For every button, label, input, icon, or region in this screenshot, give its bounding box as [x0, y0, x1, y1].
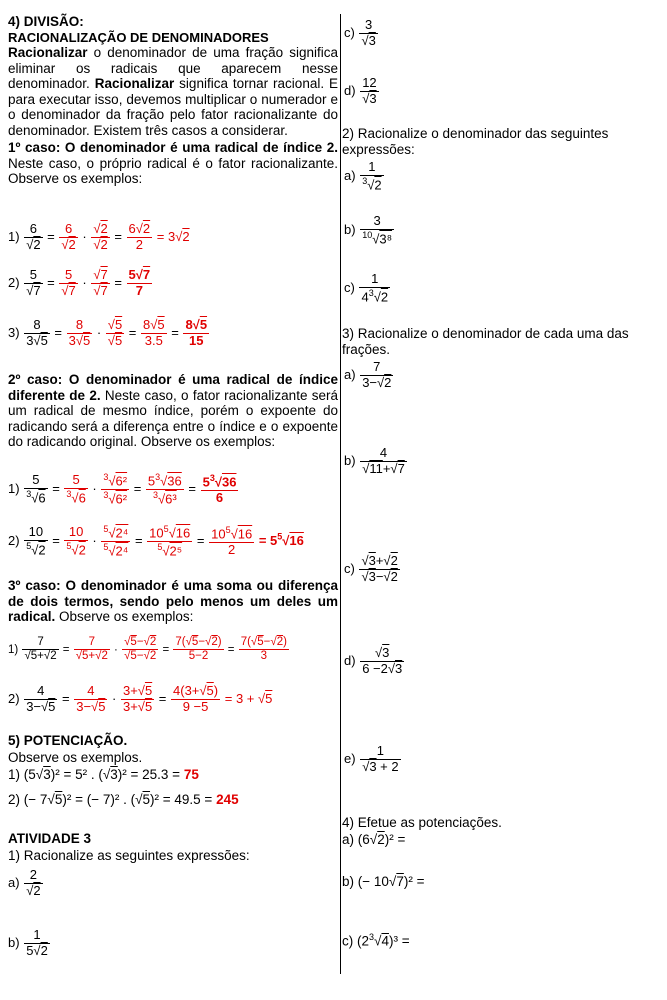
case1-example-2: 2) $\frac{5}{√7}$ = $\frac{5}{√7}$ · $\frac{√7}{√7}$ = $\frac{5√7}{7}$ — [8, 267, 151, 298]
q3c: c) $\frac{√3+√2}{√3-√2}$ — [344, 553, 398, 584]
q3a: a) $\frac{7}{3-√2}$ — [344, 359, 392, 390]
q3d: d) $\frac{√3}{6 -2√3}$ — [344, 645, 403, 676]
case2-example-2: 2) $\frac{10}{^5√2}$ = $\frac{10}{^5√2}$ · $\frac{^5√2^4}{^5√2^4}$ = $\frac{10^5√16}{^5√2^5}$ = $\frac{10^5√16}{2}$ = $5^5√16$ — [8, 524, 304, 559]
q2c: c) $\frac{1}{4^3√2}$ — [344, 271, 389, 305]
q4c: c) $(2^3√4)^3$ = — [342, 932, 410, 949]
q1c: c) $\frac{3}{√3}$ — [344, 17, 376, 48]
q2b: b) $\frac{3}{^{10}√3^8}$ — [344, 213, 393, 247]
case1-example-1: 1) $\frac{6}{√2}$ = $\frac{6}{√2}$ · $\frac{√2}{√2}$ = $\frac{6√2}{2}$ = 3√2 — [8, 221, 190, 252]
case2-paragraph: 2º caso: O denominador é uma radical de índice diferente de 2. Neste caso, o fator racionalizante será um radical de mesmo índice, porém o expoente do radicando será a diferença entre o índice e o expoente do radicando original. Observe os exemplos: — [8, 372, 339, 449]
case3-example-2: 2) $\frac{4}{3-√5}$ = $\frac{4}{3-√5}$ · $\frac{3+√5}{3+√5}$ = $\frac{4(3+√5)}{9 -5}$ = 3 + √5 — [8, 683, 273, 714]
section5: 5) POTENCIAÇÃO. Observe os exemplos. 1) (5√3)² = 5² . (√3)² = 25.3 = 75 2) (− 7√5)² = (− 7)² . (√5)² = 49.5 = 245 — [8, 733, 239, 807]
activity-3: ATIVIDADE 3 1) Racionalize as seguintes expressões: — [8, 831, 250, 863]
q4b: b) (− 10√7)² = — [342, 874, 425, 889]
left-column — [8, 14, 338, 187]
section4-title: 4) DIVISÃO: — [8, 14, 84, 29]
q2-title: 2) Racionalize o denominador das seguintes expressões: — [342, 126, 609, 157]
potentiation-example-1: 1) (5√3)² = 5² . (√3)² = 25.3 = 75 — [8, 767, 199, 782]
column-divider — [340, 14, 341, 974]
q1d: d) $\frac{12}{√3}$ — [344, 75, 377, 106]
potentiation-example-2: 2) (− 7√5)² = (− 7)² . (√5)² = 49.5 = 245 — [8, 792, 239, 807]
q3e: e) $\frac{1}{√3 + 2}$ — [344, 743, 399, 774]
q4a: a) (6√2)² = — [342, 832, 406, 847]
activity-q1b: b) $\frac{1}{5√2}$ — [8, 927, 48, 958]
case1-example-3: 3) $\frac{8}{3√5}$ = $\frac{8}{3√5}$ · $\frac{√5}{√5}$ = $\frac{8√5}{3.5}$ = $\frac{8√5}{15}$ — [8, 317, 208, 348]
case3-paragraph: 3º caso: O denominador é uma soma ou diferença de dois termos, sendo pelo menos um deles um radical. Observe os exemplos: — [8, 578, 338, 624]
q3-title: 3) Racionalize o denominador de cada uma das frações. — [342, 326, 629, 357]
case2-example-1: 1) $\frac{5}{^3√6}$ = $\frac{5}{^3√6}$ · $\frac{^3√6^2}{^3√6^2}$ = $\frac{5^3√36}{^3√6^3}$ = $\frac{5^3√36}{6}$ — [8, 472, 237, 507]
case3-example-1: 1) $\frac{7}{√5+√2}$ = $\frac{7}{√5+√2}$ · $\frac{√5-√2}{√5-√2}$ = $\frac{7(√5-√2)}{5-2}$ = $\frac{7(√5-√2)}{3}$ — [8, 636, 287, 663]
case1-paragraph: 1º caso: O denominador é uma radical de índice 2. Neste caso, o próprio radical é o fator racionalizante. Observe os exemplos: — [8, 140, 338, 186]
activity-q1a: a) $\frac{2}{√2}$ — [8, 867, 41, 898]
q3b: b) $\frac{4}{√11+√7}$ — [344, 445, 405, 476]
q2a: a) $\frac{1}{^3√2}$ — [344, 159, 382, 193]
section4-subtitle: RACIONALIZAÇÃO DE DENOMINADORES — [8, 29, 269, 45]
q4: 4) Efetue as potenciações. a) (6√2)² = — [342, 815, 502, 847]
intro-paragraph: Racionalizar o denominador de uma fração significa eliminar os radicais que aparecem nesse denominador. Racionalizar significa tornar racional. E para executar isso, devemos multiplicar o numerador e o denominador da fração pelo fator racionalizante do denominador. Existem três casos a considerar. — [8, 45, 339, 138]
